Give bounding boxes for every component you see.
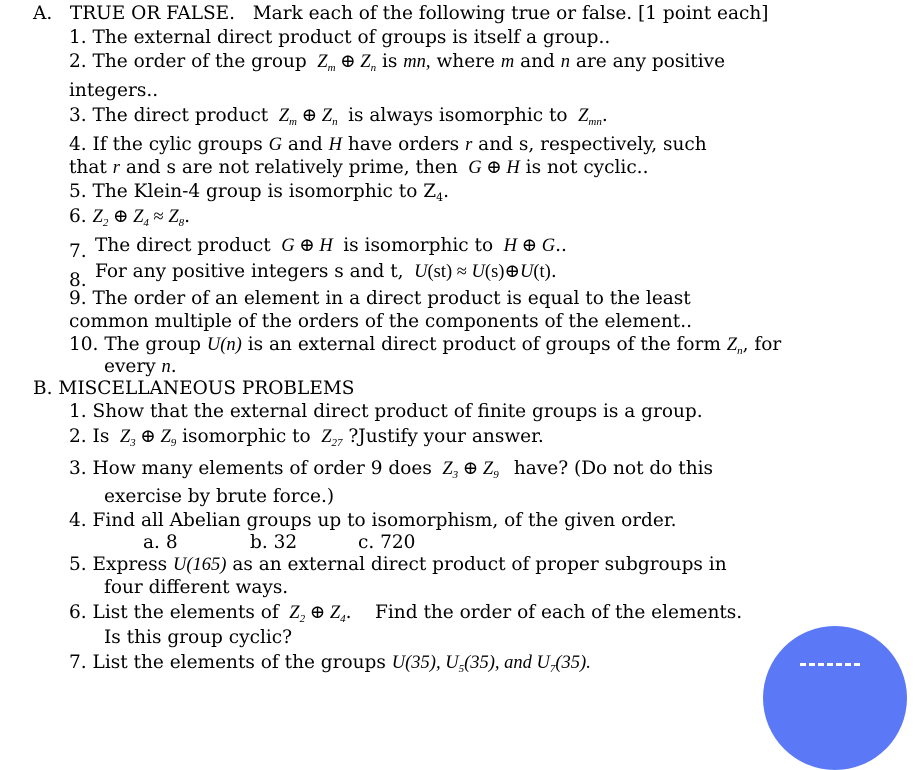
question-a10: 10. The group U(n) is an external direct product of groups of the form $Z_n$, for (69, 334, 782, 357)
q-number: 9. (69, 288, 87, 309)
problem-b3-continued: exercise by brute force.) (104, 486, 335, 507)
floating-action-button[interactable] (763, 626, 907, 770)
problem-b1: 1. Show that the external direct product of finite groups is a group. (69, 401, 703, 422)
question-a4-continued: that r and s are not relatively prime, then G ⊕ H is not cyclic.. (69, 157, 649, 178)
q-text: The external direct product of groups is itself a group.. (92, 27, 611, 48)
math-expression: U(st) ≈ U(s)⊕U(t) (414, 262, 551, 282)
problem-b7: 7. List the elements of the groups U(35), $U_5(35)$, and $U_7(35)$. (69, 652, 591, 675)
q-number: 6. (69, 602, 87, 623)
q-number: 1. (69, 27, 87, 48)
q-number: 10. (69, 334, 99, 355)
question-a3: 3. The direct product $Z_m$ ⊕ $Z_n$ is always isomorphic to $Z_{mn}$. (69, 105, 608, 128)
math-expression: $Z_{mn}$ (573, 106, 602, 128)
question-a2: 2. The order of the group $Z_m$ ⊕ $Z_n$ is mn, where m and n are any positive (69, 51, 726, 74)
section-a-heading: TRUE OR FALSE. (69, 3, 236, 24)
problem-b4-option-a: a. 8 (143, 532, 178, 553)
question-a1 (69, 27, 610, 49)
problem-b5: 5. Express U(165) as an external direct product of proper subgroups in (69, 554, 727, 575)
question-a4: 4. If the cylic groups G and H have orders r and s, respectively, such (69, 134, 707, 155)
question-a8: For any positive integers s and t, U(st) ≈ U(s)⊕U(t). (95, 261, 557, 282)
q-number: 3. (69, 105, 87, 126)
math-expression: $Z_m$ ⊕ $Z_n$ (274, 106, 338, 128)
section-a-instruction: Mark each of the following true or false. [1 point each] (252, 3, 769, 24)
problem-b5-continued: four different ways. (104, 577, 289, 598)
question-a6: 6. $Z_2$ ⊕ $Z_4 \approx Z_8$. (69, 206, 190, 229)
section-b-header (33, 378, 354, 400)
math-expression: $Z_m$ ⊕ $Z_n$ (312, 52, 377, 74)
section-a-letter: A. (33, 3, 53, 24)
math-expression: $Z_2$ ⊕ $Z_4 \approx Z_8$ (92, 207, 185, 229)
q-number: 2. (69, 426, 87, 447)
q-number: 4. (69, 510, 87, 531)
q-number: 3. (69, 458, 87, 479)
question-a2-continued: integers.. (69, 80, 159, 101)
section-b-heading: MISCELLANEOUS PROBLEMS (58, 378, 355, 399)
problem-b3: 3. How many elements of order 9 does $Z_3$ ⊕ $Z_9$ have? (Do not do this (69, 458, 714, 481)
math-expression: H ⊕ G (503, 236, 556, 256)
math-expression: $Z_3$ ⊕ $Z_9$ (115, 427, 177, 449)
q-number: 7. (69, 652, 87, 673)
problem-b4-option-c: c. 720 (358, 532, 416, 553)
question-a9: 9. The order of an element in a direct product is equal to the least (69, 288, 691, 309)
question-a7-number: 7. (69, 241, 87, 262)
q-number: 5. (69, 554, 87, 575)
problem-b4-option-b: b. 32 (250, 532, 298, 553)
q-number: 1. (69, 401, 87, 422)
question-a8-number: 8. (69, 270, 87, 291)
q-number: 2. (69, 51, 87, 72)
problem-b4: 4. Find all Abelian groups up to isomorphism, of the given order. (69, 510, 677, 531)
problem-b6: 6. List the elements of $Z_2$ ⊕ $Z_4$. Find the order of each of the elements. (69, 602, 743, 625)
question-a7: The direct product G ⊕ H is isomorphic to H ⊕ G.. (95, 235, 567, 256)
question-a9-continued: common multiple of the orders of the components of the element.. (69, 311, 692, 332)
math-expression: G ⊕ H (281, 236, 333, 256)
q-number: 5. (69, 181, 87, 202)
question-a5: 5. The Klein-4 group is isomorphic to $Z_4$. (69, 181, 449, 204)
q-number: 6. (69, 206, 87, 227)
math-expression: G ⊕ H (468, 158, 520, 178)
problem-b6-continued: Is this group cyclic? (104, 627, 293, 648)
dashed-box-icon (800, 663, 860, 677)
math-expression: $Z_2$ ⊕ $Z_4$ (284, 603, 346, 625)
math-expression: $Z_{27}$ (316, 427, 343, 449)
section-b-letter: B. (33, 378, 53, 399)
q-text: The order of the group (92, 51, 307, 72)
q-number: 4. (69, 134, 87, 155)
math-expression: $Z_3$ ⊕ $Z_9$ (437, 459, 499, 481)
question-a10-continued: every n. (104, 356, 177, 377)
problem-b2: 2. Is $Z_3$ ⊕ $Z_9$ isomorphic to $Z_{27}$ ?Justify your answer. (69, 426, 544, 449)
section-a-header (33, 3, 769, 25)
